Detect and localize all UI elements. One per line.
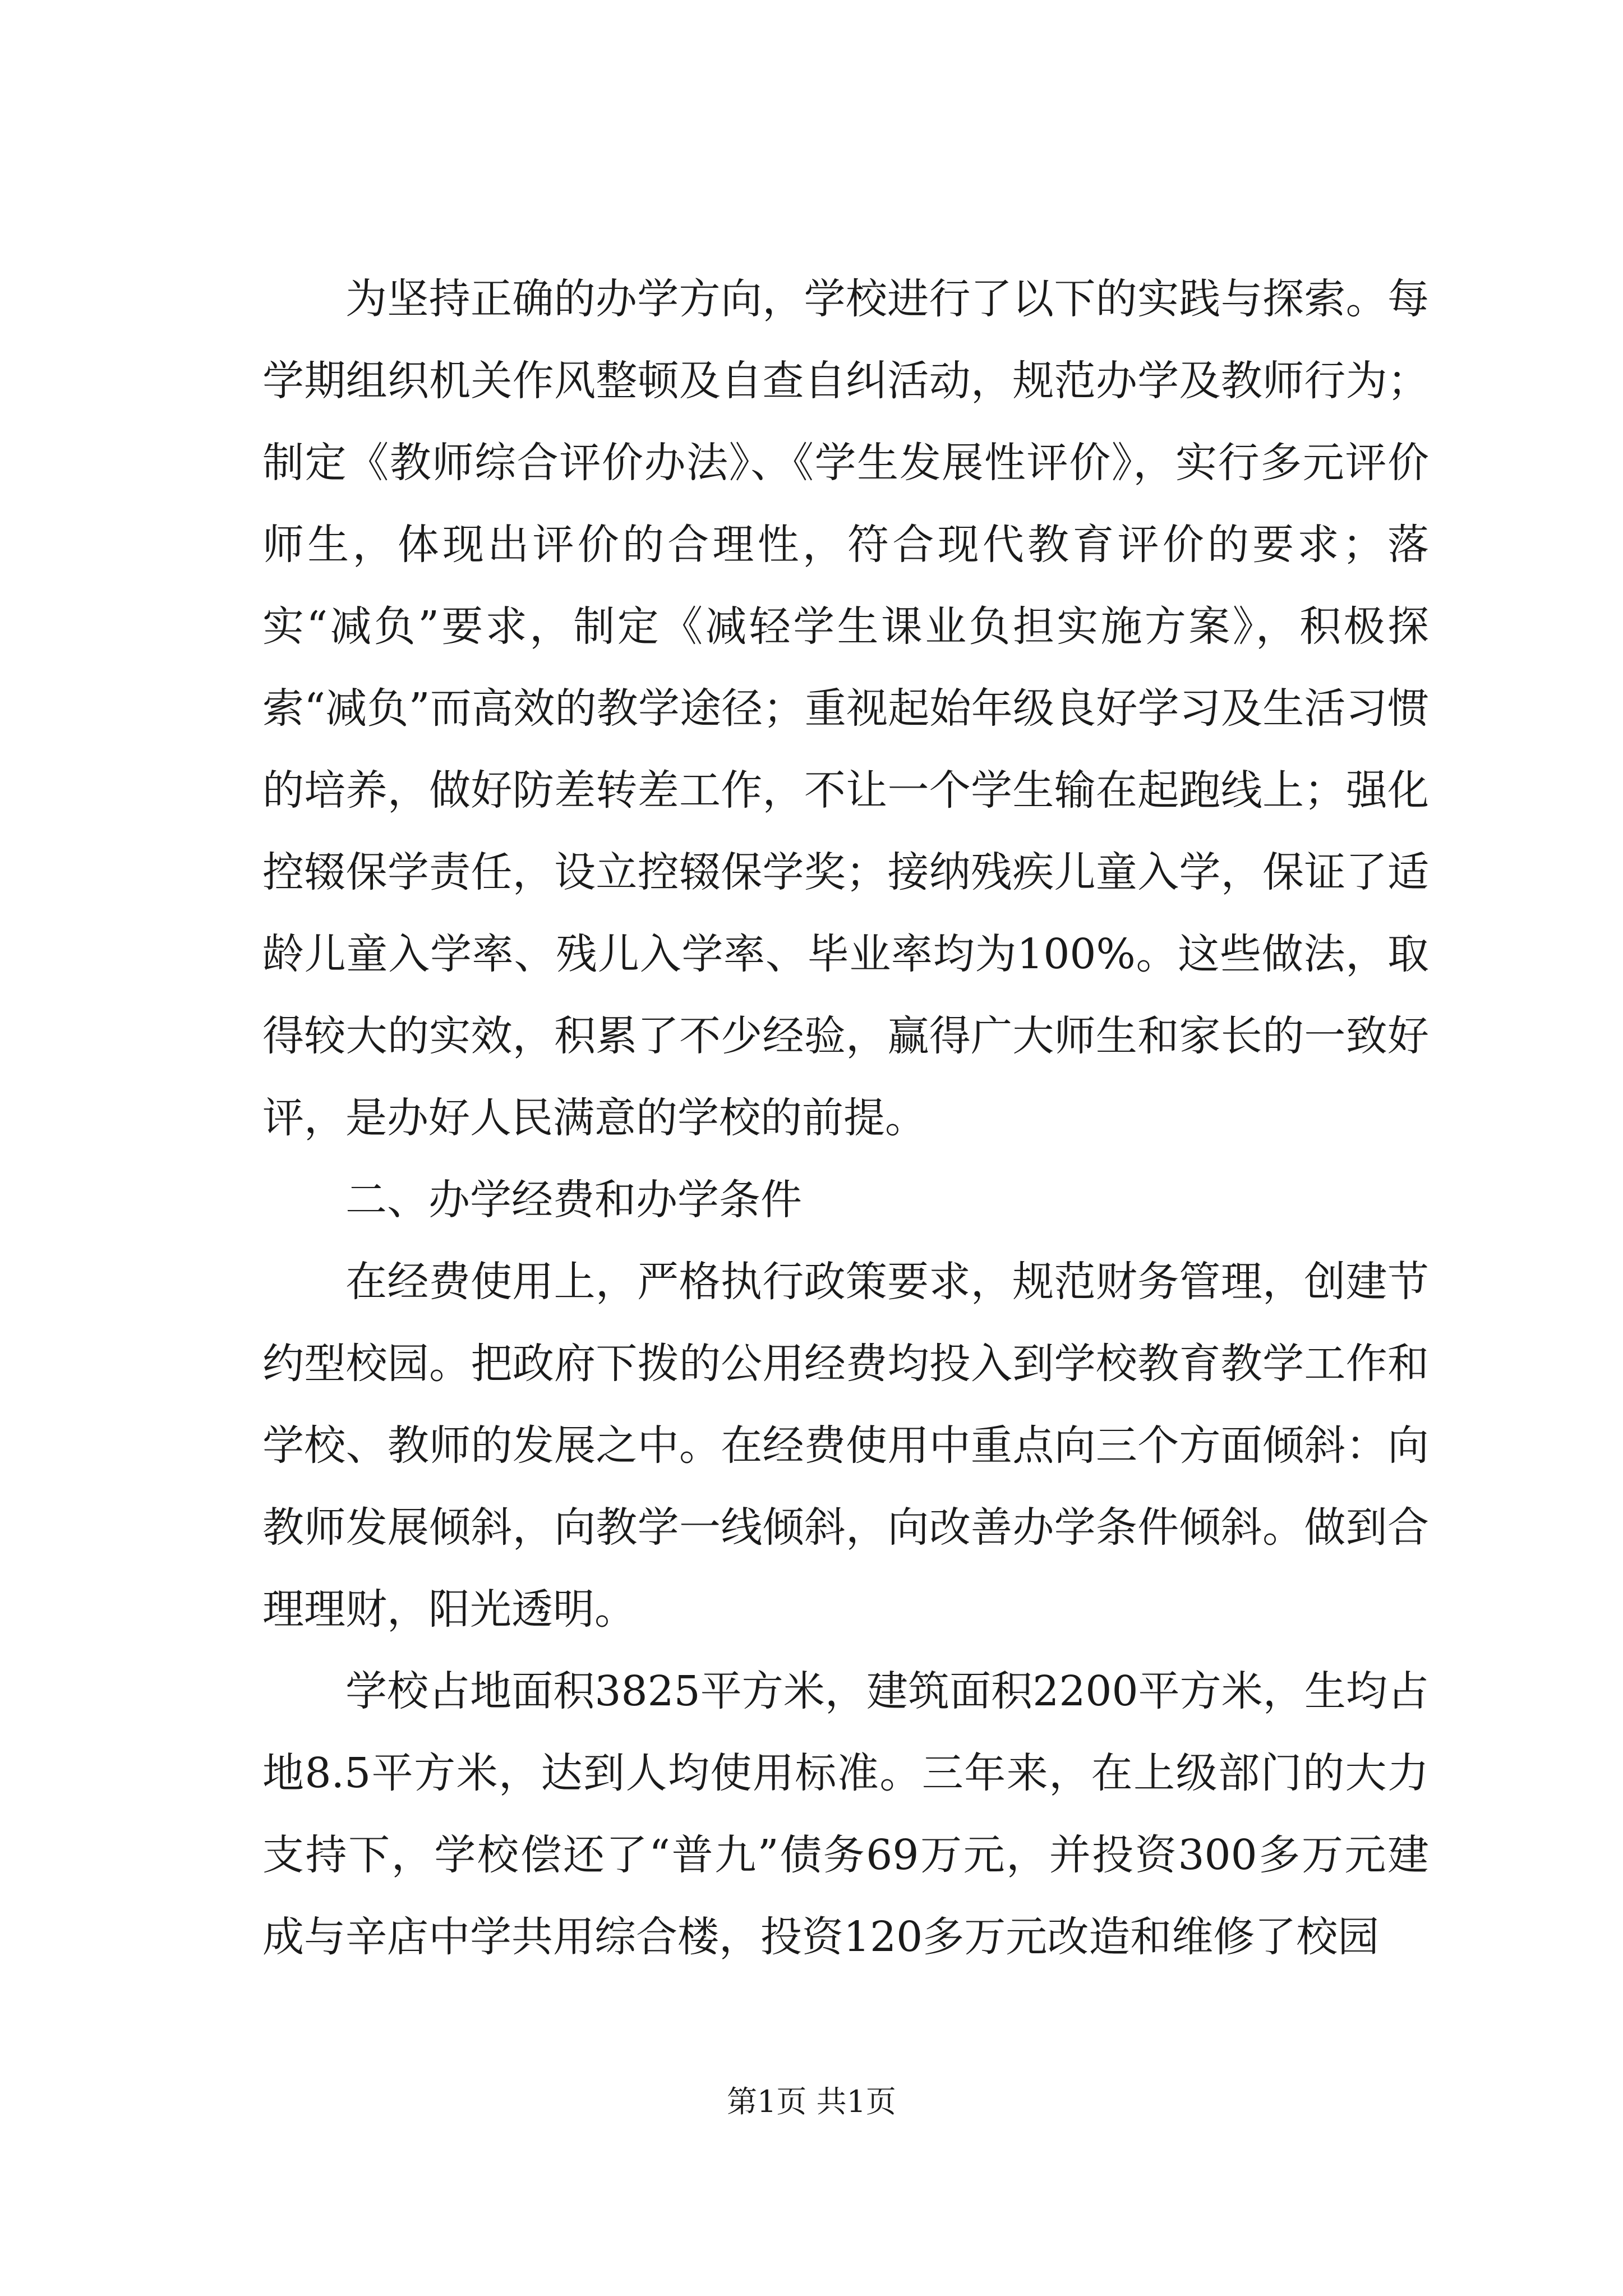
page-footer: 第1页 共1页 (727, 2084, 896, 2119)
section-heading-funding-conditions: 二、办学经费和办学条件 (345, 1176, 802, 1224)
paragraph-practice-exploration: 为坚持正确的办学方向，学校进行了以下的实践与探索。每学期组织机关作风整顿及自查自纠活动，规范办学及教师行为；制定《教师综合评价办法》、《学生发展性评价》，实行多元评价师生，体现出评价的合理性，符合现代教育评价的要求；落实“减负”要求，制定《减轻学生课业负担实施方案》，积极探索“减负”而高效的教学途径；重视起始年级良好学习及生活习惯的培养，做好防差转差工作，不让一个学生输在起跑线上；强化控辍保学责任，设立控辍保学奖；接纳残疾儿童入学，保证了适龄儿童入学率、残儿入学率、毕业率均为100%。这些做法，取得较大的实效，积累了不少经验，赢得广大师生和家长的一致好评，是办好人民满意的学校的前提。 (262, 275, 1429, 1142)
document-body (262, 258, 1429, 1978)
paragraph-funding-usage: 在经费使用上，严格执行政策要求，规范财务管理，创建节约型校园。把政府下拨的公用经费均投入到学校教育教学工作和学校、教师的发展之中。在经费使用中重点向三个方面倾斜：向教师发展倾斜，向教学一线倾斜，向改善办学条件倾斜。做到合理理财，阳光透明。 (262, 1258, 1429, 1634)
paragraph-school-facilities: 学校占地面积3825平方米，建筑面积2200平方米，生均占地8.5平方米，达到人均使用标准。三年来，在上级部门的大力支持下，学校偿还了“普九”债务69万元，并投资300多万元建成与辛店中学共用综合楼，投资120多万元改造和维修了校园 (262, 1667, 1429, 1961)
